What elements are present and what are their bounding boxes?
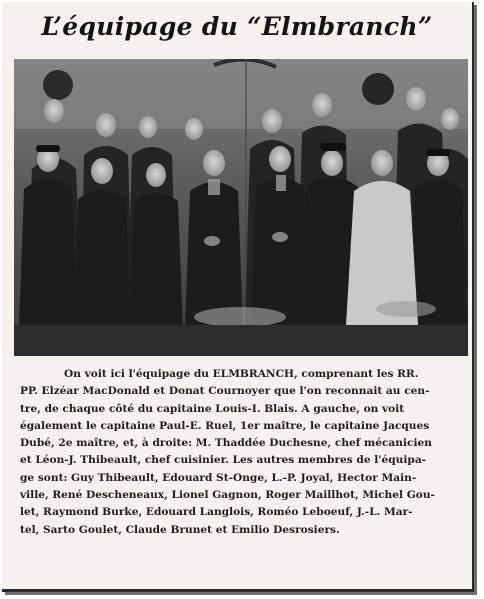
caption-line: On voit ici l'équipage du ELMBRANCH, comprenant les RR.: [64, 368, 419, 380]
crew-photo-image: [14, 59, 468, 356]
caption-line: Dubé, 2e maître, et, à droite: M. Thaddée Duchesne, chef mécanicien: [20, 437, 432, 450]
caption-line: ville, René Descheneaux, Lionel Gagnon, Roger Maillhot, Michel Gou-: [20, 489, 435, 502]
porthole: [362, 73, 394, 105]
caption-line: ge sont: Guy Thibeault, Edouard St-Onge, L.-P. Joyal, Hector Main-: [20, 471, 417, 484]
caption-line: PP. Elzéar MacDonald et Donat Cournoyer que l'on reconnait au cen-: [20, 385, 430, 398]
caption-line: let, Raymond Burke, Edouard Langlois, Roméo Leboeuf, J.-L. Mar-: [20, 506, 413, 519]
porthole: [43, 70, 73, 100]
caption-line: tel, Sarto Goulet, Claude Brunet et Emilio Desrosiers.: [20, 523, 340, 536]
caption-line: tre, de chaque côté du capitaine Louis-I. Blais. A gauche, on voit: [20, 402, 405, 415]
headline: L’équipage du “Elmbranch”: [41, 12, 433, 41]
caption-line: et Léon-J. Thibeault, chef cuisinier. Les autres membres de l'équipa-: [20, 454, 427, 467]
photo-caption: [20, 366, 466, 539]
crew-photo: [14, 59, 468, 356]
caption-line: également le capitaine Paul-E. Ruel, 1er maître, le capitaine Jacques: [20, 419, 430, 432]
newspaper-clipping: [2, 2, 474, 592]
